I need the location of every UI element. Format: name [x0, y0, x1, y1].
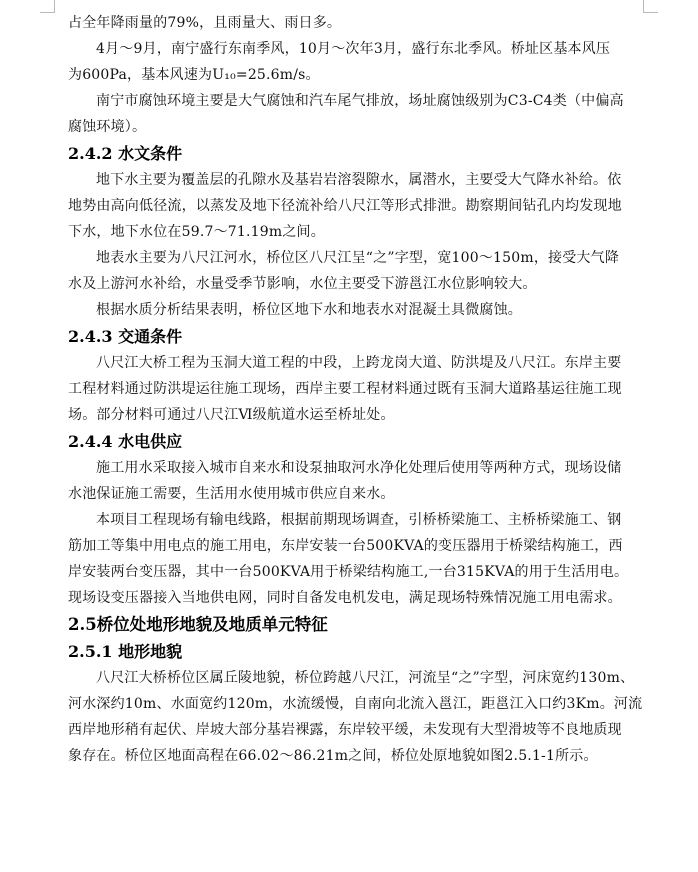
paragraph-line: 腐蚀环境）。 [68, 119, 147, 135]
paragraph-line: 根据水质分析结果表明，桥位区地下水和地表水对混凝土具微腐蚀。 [96, 302, 522, 318]
paragraph-line: 八尺江大桥工程为玉洞大道工程的中段，上跨龙岗大道、防洪堤及八尺江。东岸主要 [96, 355, 622, 371]
section-heading: 2.4.2 水文条件 [68, 144, 183, 163]
paragraph-line: 水池保证施工需要，生活用水使用城市供应自来水。 [68, 486, 395, 502]
paragraph-line: 岸安装两台变压器，其中一台500KVA用于桥梁结构施工,一台315KVA的用于生活用电。 [68, 564, 629, 580]
paragraph-line: 施工用水采取接入城市自来水和设泵抽取河水净化处理后使用等两种方式，现场设储 [96, 460, 622, 476]
paragraph-line: 4月～9月，南宁盛行东南季风，10月～次年3月，盛行东北季风。桥址区基本风压 [96, 41, 611, 57]
paragraph-line: 西岸地形稍有起伏、岸坡大部分基岩裸露，东岸较平缓，未发现有大型滑坡等不良地质现 [68, 722, 622, 738]
paragraph-line: 河水深约10m、水面宽约120m，水流缓慢，自南向北流入邕江，距邕江入口约3Km。河流 [68, 696, 643, 712]
paragraph-line: 南宁市腐蚀环境主要是大气腐蚀和汽车尾气排放，场址腐蚀级别为C3-C4类（中偏高 [96, 93, 624, 109]
paragraph-line: 水及上游河水补给，水量受季节影响，水位主要受下游邕江水位影响较大。 [68, 276, 537, 292]
paragraph-line: 地下水主要为覆盖层的孔隙水及基岩岩溶裂隙水，属潜水，主要受大气降水补给。依 [96, 172, 622, 188]
paragraph-line: 工程材料通过防洪堤运往施工现场，西岸主要工程材料通过既有玉洞大道路基运往施工现 [68, 381, 622, 397]
paragraph-line: 筋加工等集中用电点的施工用电，东岸安装一台500KVA的变压器用于桥梁结构施工，西 [68, 538, 623, 554]
document-body [68, 10, 643, 769]
paragraph-line: 场。部分材料可通过八尺江Ⅵ级航道水运至桥址处。 [68, 407, 395, 423]
section-heading: 2.4.3 交通条件 [68, 327, 183, 346]
paragraph-line: 地表水主要为八尺江河水，桥位区八尺江呈“之”字型，宽100～150m，接受大气降 [96, 250, 620, 266]
section-heading: 2.4.4 水电供应 [68, 432, 183, 451]
paragraph-line: 下水，地下水位在59.7～71.19m之间。 [68, 224, 325, 240]
section-heading: 2.5.1 地形地貌 [68, 642, 183, 661]
paragraph-line: 地势由高向低径流，以蒸发及地下径流补给八尺江等形式排泄。勘察期间钻孔内均发现地 [68, 198, 622, 214]
paragraph-line: 占全年降雨量的79%，且雨量大、雨日多。 [68, 15, 342, 31]
page-corner-mark-left [40, 0, 55, 13]
paragraph-line: 八尺江大桥桥位区属丘陵地貌，桥位跨越八尺江，河流呈“之”字型，河床宽约130m、 [96, 670, 635, 686]
paragraph-line: 为600Pa，基本风速为U₁₀=25.6m/s。 [68, 67, 320, 83]
page-corner-mark-right [643, 0, 658, 13]
section-heading: 2.5桥位处地形地貌及地质单元特征 [68, 615, 328, 634]
paragraph-line: 现场设变压器接入当地供电网，同时自备发电机发电，满足现场特殊情况施工用电需求。 [68, 590, 622, 606]
paragraph-line: 象存在。桥位区地面高程在66.02～86.21m之间，桥位处原地貌如图2.5.1-1所示。 [68, 748, 598, 764]
paragraph-line: 本项目工程现场有输电线路，根据前期现场调查，引桥桥梁施工、主桥桥梁施工、钢 [96, 512, 622, 528]
